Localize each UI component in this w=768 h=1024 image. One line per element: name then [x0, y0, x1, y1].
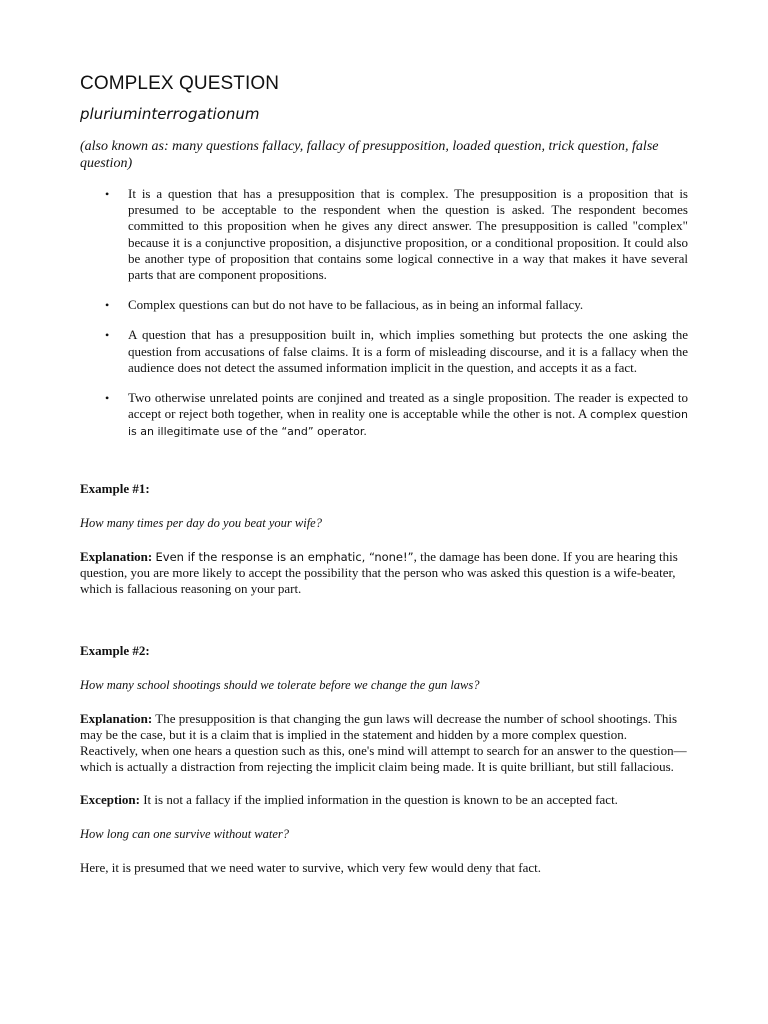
exception-text: It is not a fallacy if the implied information in the question is known to be an accepted fact.: [139, 791, 618, 807]
list-item-text: Two otherwise unrelated points are conjined and treated as a single proposition. The reader is expected to accept or reject both together, when in reality one is acceptable while the other is not. A: [128, 390, 688, 422]
document-page: [80, 68, 688, 876]
example-2-explanation: [80, 711, 688, 776]
also-known-as: (also known as: many questions fallacy, fallacy of presupposition, loaded question, trick question, false question): [80, 139, 659, 171]
example-1-heading: Example #1:: [80, 480, 150, 496]
exception-paragraph: [80, 792, 688, 808]
bullet-icon: •: [105, 328, 110, 343]
list-item: [105, 327, 688, 376]
explanation-label: Explanation:: [80, 548, 153, 564]
example-2-heading: Example #2:: [80, 642, 150, 658]
example-1-question: How many times per day do you beat your wife?: [80, 515, 322, 530]
list-item-text: It is a question that has a presupposition that is complex. The presupposition is a proposition that is presumed to be acceptable to the respondent when the question is asked. The respondent becomes committed to this proposition when he gives any direct answer. The presupposition is called "complex" because it is a conjunctive proposition, a disjunctive proposition, or a conditional proposition. It could also be another type of proposition that contains some logical connective in a way that makes it have several parts that are component propositions.: [128, 186, 688, 283]
explanation-text: , the damage has been done. If you are hearing this question, you are more likely to accept the possibility that the person who was asked this question is a wife-beater, which is fallacious reasoning on your part.: [80, 548, 678, 597]
bullet-icon: •: [105, 298, 110, 313]
page-title: COMPLEX QUESTION: [80, 73, 280, 94]
explanation-text: The presupposition is that changing the gun laws will decrease the number of school shootings. This may be the case, but it is a claim that is implied in the statement and hidden by a more complex question. Reactively, when one hears a question such as this, one's mind will attempt to search for an answer to the question—which is actually a distraction from rejecting the implicit claim being made. It is quite brilliant, but still fallacious.: [80, 710, 687, 775]
list-item-text: Complex questions can but do not have to be fallacious, as in being an informal fallacy.: [128, 297, 584, 313]
list-item: [105, 297, 688, 313]
explanation-label: Explanation:: [80, 710, 153, 726]
list-item: [105, 186, 688, 283]
bullet-icon: •: [105, 391, 110, 406]
list-item-text: A question that has a presupposition built in, which implies something but protects the one asking the question from accusations of false claims. It is a form of misleading discourse, and it is a fallacy when the audience does not detect the assumed information implicit in the question, and accepts it as a fact.: [128, 327, 688, 375]
list-item: [105, 390, 688, 441]
bullet-icon: •: [105, 187, 110, 201]
latin-name: pluriuminterrogationum: [80, 105, 260, 123]
example-1-explanation: [80, 549, 688, 598]
exception-label: Exception:: [80, 791, 140, 807]
exception-conclusion: Here, it is presumed that we need water to survive, which very few would deny that fact.: [80, 860, 541, 876]
definition-list: [80, 186, 688, 441]
example-2-question: How many school shootings should we tolerate before we change the gun laws?: [80, 677, 480, 692]
explanation-quote: Even if the response is an emphatic, “none!”: [155, 549, 414, 564]
list-item-text-tail: complex question is an illegitimate use of the “and” operator.: [128, 408, 688, 439]
exception-question: How long can one survive without water?: [80, 827, 290, 842]
